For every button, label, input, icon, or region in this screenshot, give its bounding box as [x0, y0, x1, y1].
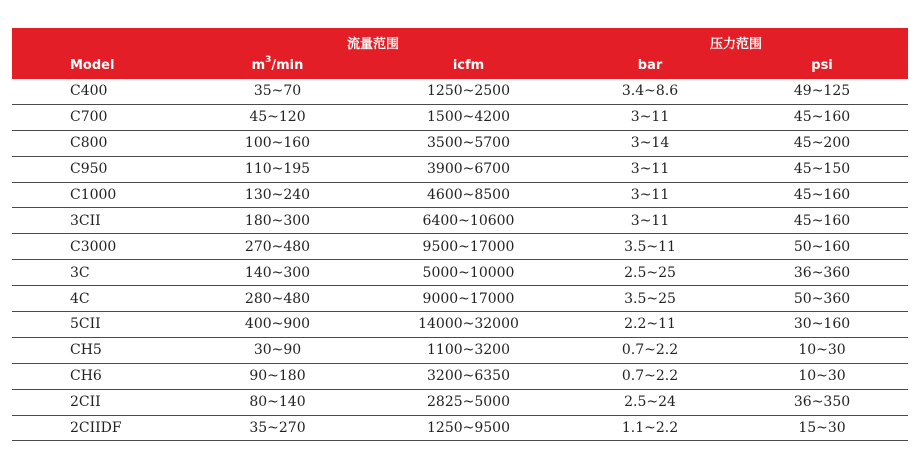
table-row — [12, 104, 908, 130]
icfm-flow-cell: 1100~3200 — [373, 337, 564, 363]
icfm-flow-cell: 1500~4200 — [373, 104, 564, 130]
table-row — [12, 363, 908, 389]
bar-pressure-cell: 3.5~11 — [564, 234, 736, 260]
m3-flow-cell: 140~300 — [182, 260, 373, 286]
bar-pressure-cell: 2.5~24 — [564, 389, 736, 415]
table-header — [12, 28, 908, 79]
table-row — [12, 208, 908, 234]
psi-pressure-cell: 45~160 — [736, 182, 908, 208]
table-row — [12, 260, 908, 286]
pressure-range-header: 压力范围 — [564, 28, 908, 53]
model-cell: 5CII — [12, 312, 182, 338]
model-cell: C400 — [12, 79, 182, 104]
m3-flow-cell: 110~195 — [182, 156, 373, 182]
m3-unit-superscript: 3 — [265, 55, 272, 66]
flow-range-header: 流量范围 — [182, 28, 564, 53]
group-header-row — [12, 28, 908, 53]
bar-pressure-cell: 3~14 — [564, 130, 736, 156]
model-cell: 2CII — [12, 389, 182, 415]
m3-flow-cell: 30~90 — [182, 337, 373, 363]
icfm-flow-cell: 2825~5000 — [373, 389, 564, 415]
bar-pressure-cell: 3~11 — [564, 104, 736, 130]
bar-pressure-cell: 3~11 — [564, 208, 736, 234]
m3-flow-cell: 35~270 — [182, 415, 373, 441]
table-row — [12, 79, 908, 104]
icfm-flow-cell: 3500~5700 — [373, 130, 564, 156]
psi-pressure-cell: 45~200 — [736, 130, 908, 156]
model-column-header: Model — [12, 53, 182, 79]
icfm-flow-cell: 4600~8500 — [373, 182, 564, 208]
model-cell: C1000 — [12, 182, 182, 208]
column-header-row — [12, 53, 908, 79]
psi-column-header: psi — [736, 53, 908, 79]
psi-pressure-cell: 36~360 — [736, 260, 908, 286]
m3-per-min-column-header — [182, 53, 373, 79]
icfm-flow-cell: 14000~32000 — [373, 312, 564, 338]
bar-pressure-cell: 2.2~11 — [564, 312, 736, 338]
table-row — [12, 312, 908, 338]
psi-pressure-cell: 10~30 — [736, 363, 908, 389]
bar-pressure-cell: 3~11 — [564, 156, 736, 182]
group-header-spacer — [12, 28, 182, 53]
table-body — [12, 79, 908, 441]
psi-pressure-cell: 49~125 — [736, 79, 908, 104]
icfm-flow-cell: 5000~10000 — [373, 260, 564, 286]
table-row — [12, 389, 908, 415]
m3-flow-cell: 90~180 — [182, 363, 373, 389]
icfm-column-header: icfm — [373, 53, 564, 79]
table-row — [12, 182, 908, 208]
bar-pressure-cell: 0.7~2.2 — [564, 363, 736, 389]
bar-pressure-cell: 3~11 — [564, 182, 736, 208]
model-cell: C950 — [12, 156, 182, 182]
model-cell: CH6 — [12, 363, 182, 389]
psi-pressure-cell: 15~30 — [736, 415, 908, 441]
psi-pressure-cell: 45~150 — [736, 156, 908, 182]
m3-flow-cell: 45~120 — [182, 104, 373, 130]
model-cell: 3CII — [12, 208, 182, 234]
psi-pressure-cell: 10~30 — [736, 337, 908, 363]
model-cell: C800 — [12, 130, 182, 156]
m3-flow-cell: 130~240 — [182, 182, 373, 208]
m3-unit-base: m — [251, 57, 266, 73]
psi-pressure-cell: 45~160 — [736, 208, 908, 234]
psi-pressure-cell: 36~350 — [736, 389, 908, 415]
bar-pressure-cell: 0.7~2.2 — [564, 337, 736, 363]
bar-pressure-cell: 1.1~2.2 — [564, 415, 736, 441]
m3-unit-tail: /min — [271, 57, 304, 73]
compressor-spec-table — [12, 28, 908, 441]
icfm-flow-cell: 3200~6350 — [373, 363, 564, 389]
bar-pressure-cell: 3.4~8.6 — [564, 79, 736, 104]
m3-flow-cell: 80~140 — [182, 389, 373, 415]
icfm-flow-cell: 9000~17000 — [373, 286, 564, 312]
m3-flow-cell: 35~70 — [182, 79, 373, 104]
icfm-flow-cell: 1250~2500 — [373, 79, 564, 104]
icfm-flow-cell: 9500~17000 — [373, 234, 564, 260]
m3-flow-cell: 400~900 — [182, 312, 373, 338]
table-row — [12, 286, 908, 312]
bar-pressure-cell: 3.5~25 — [564, 286, 736, 312]
model-cell: C700 — [12, 104, 182, 130]
m3-flow-cell: 280~480 — [182, 286, 373, 312]
table-row — [12, 156, 908, 182]
icfm-flow-cell: 3900~6700 — [373, 156, 564, 182]
psi-pressure-cell: 50~160 — [736, 234, 908, 260]
bar-column-header: bar — [564, 53, 736, 79]
m3-flow-cell: 100~160 — [182, 130, 373, 156]
psi-pressure-cell: 30~160 — [736, 312, 908, 338]
icfm-flow-cell: 1250~9500 — [373, 415, 564, 441]
table-row — [12, 337, 908, 363]
psi-pressure-cell: 45~160 — [736, 104, 908, 130]
bar-pressure-cell: 2.5~25 — [564, 260, 736, 286]
m3-flow-cell: 270~480 — [182, 234, 373, 260]
model-cell: CH5 — [12, 337, 182, 363]
table-row — [12, 415, 908, 441]
model-cell: C3000 — [12, 234, 182, 260]
table-row — [12, 234, 908, 260]
psi-pressure-cell: 50~360 — [736, 286, 908, 312]
model-cell: 2CIIDF — [12, 415, 182, 441]
model-cell: 4C — [12, 286, 182, 312]
model-cell: 3C — [12, 260, 182, 286]
table-row — [12, 130, 908, 156]
icfm-flow-cell: 6400~10600 — [373, 208, 564, 234]
m3-flow-cell: 180~300 — [182, 208, 373, 234]
